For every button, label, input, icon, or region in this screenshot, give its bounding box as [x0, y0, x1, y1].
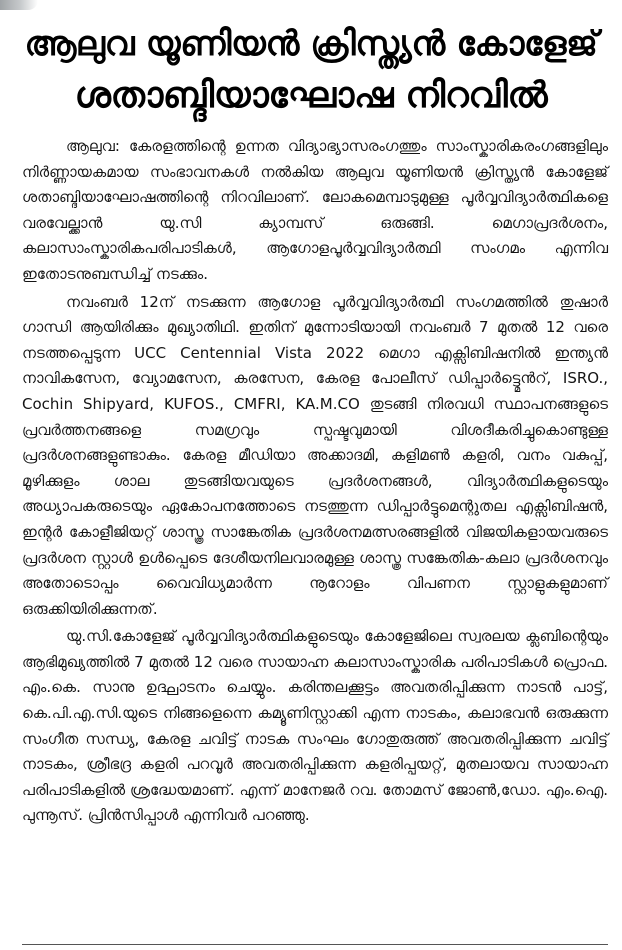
bottom-divider [22, 944, 608, 945]
paragraph-cultural-programs: യു.സി.കോളേജ് പൂർവ്വവിദ്യാർത്ഥികളുടെയും കോളേജിലെ സ്വരലയ ക്ലബിന്റെയും ആഭിമുഖ്യത്തിൽ 7 മുതൽ 12 വരെ സായാഹ്ന കലാസാംസ്കാരിക പരിപാടികൾ പ്രൊഫ. എം.കെ. സാനു ഉദ്ഘാടനം ചെയ്യും. കരിന്തലക്കൂട്ടം അവതരിപ്പിക്കുന്ന നാടൻ പാട്ട്, കെ.പി.എ.സി.യുടെ നിങ്ങളെന്നെ കമ്യൂണിസ്റ്റാക്കി എന്ന നാടകം, കലാഭവൻ ഒരുക്കുന്ന സംഗീത സന്ധ്യ, കേരള ചവിട്ട് നാടക സംഘം ഗോതുരുത്ത് അവതരിപ്പിക്കുന്ന ചവിട്ട് നാടകം, ശ്രീഭദ്ര കളരി പറവൂർ അവതരിപ്പിക്കുന്ന കളരിപ്പയറ്റ്, മുതലായവ സായാഹ്ന പരിപാടികളിൽ ശ്രദ്ധേയമാണ്. എന്ന് മാനേജർ റവ. തോമസ് ജോൺ,ഡോ. എം.ഐ. പുന്നൂസ്. പ്രിൻസിപ്പാൾ എന്നിവർ പറഞ്ഞു. [22, 627, 608, 825]
article-body [0, 134, 622, 829]
headline-line-2: ശതാബ്ദിയാഘോഷ നിറവിൽ [74, 75, 548, 116]
headline-line-1: ആലുവ യൂണിയൻ ക്രിസ്ത്യൻ കോളേജ് [24, 24, 598, 64]
paragraph-intro: ആലുവ: കേരളത്തിന്റെ ഉന്നത വിദ്യാഭ്യാസരംഗത്തും സാംസ്കാരികരംഗങ്ങളിലും നിർണ്ണായകമായ സംഭാവനകൾ നൽകിയ ആലുവ യൂണിയൻ ക്രിസ്ത്യൻ കോളേജ് ശതാബ്ദിയാഘോഷത്തിന്റെ നിറവിലാണ്. ലോകമെമ്പാടുമുള്ള പൂർവ്വവിദ്യാർത്ഥികളെ വരവേല്ക്കാൻ യു.സി ക്യാമ്പസ് ഒരുങ്ങി. മെഗാപ്രദർശനം, കലാസാംസ്കാരികപരിപാടികൾ, ആഗോളപൂർവ്വവിദ്യാർത്ഥി സംഗമം എന്നിവ ഇതോടനുബന്ധിച്ച് നടക്കും. [22, 137, 608, 283]
article-header [0, 0, 622, 122]
scan-corner-mark [0, 0, 38, 10]
paragraph-exhibition: നവംബർ 12ന് നടക്കുന്ന ആഗോള പൂർവ്വവിദ്യാർത്ഥി സംഗമത്തിൽ തുഷാർ ഗാന്ധി ആയിരിക്കും മുഖ്യാതിഥി. ഇതിന് മുന്നോടിയായി നവംബർ 7 മുതൽ 12 വരെ നടത്തപ്പെടുന്ന UCC Centennial Vista 2022 മെഗാ എക്സിബിഷനിൽ ഇന്ത്യൻ നാവികസേന, വ്യോമസേന, കരസേന, കേരള പോലീസ് ഡിപ്പാർട്ട്മെൻറ്, ISRO., Cochin Shipyard, KUFOS., CMFRI, KA.M.CO തുടങ്ങി നിരവധി സ്ഥാപനങ്ങളുടെ പ്രവർത്തനങ്ങളെ സമഗ്രവും സ്പഷ്ടവുമായി വിശദീകരിച്ചുകൊണ്ടുള്ള പ്രദർശനങ്ങളുണ്ടാകും. കേരള മീഡിയാ അക്കാദമി, കളിമൺ കളരി, വനം വകുപ്പ്, മൂഴിക്കുളം ശാല തുടങ്ങിയവയുടെ പ്രദർശനങ്ങൾ, വിദ്യാർത്ഥികളുടെയും അധ്യാപകരുടെയും ഏകോപനത്തോടെ നടത്തുന്ന ഡിപ്പാർട്ടുമെന്റുതല എക്സിബിഷൻ, ഇന്റർ കോളീജിയറ്റ് ശാസ്ത്ര സാങ്കേതിക പ്രദർശനമത്സരങ്ങളിൽ വിജയികളായവരുടെ പ്രദർശന സ്റ്റാൾ ഉൾപ്പെടെ ദേശീയനിലവാരമുള്ള ശാസ്ത്ര സങ്കേതിക-കലാ പ്രദർശനവും അതോടൊപ്പം വൈവിധ്യമാർന്ന നൂറോളം വിപണന സ്റ്റാളുകളുമാണ് ഒരുക്കിയിരിക്കുന്നത്. [22, 292, 608, 618]
